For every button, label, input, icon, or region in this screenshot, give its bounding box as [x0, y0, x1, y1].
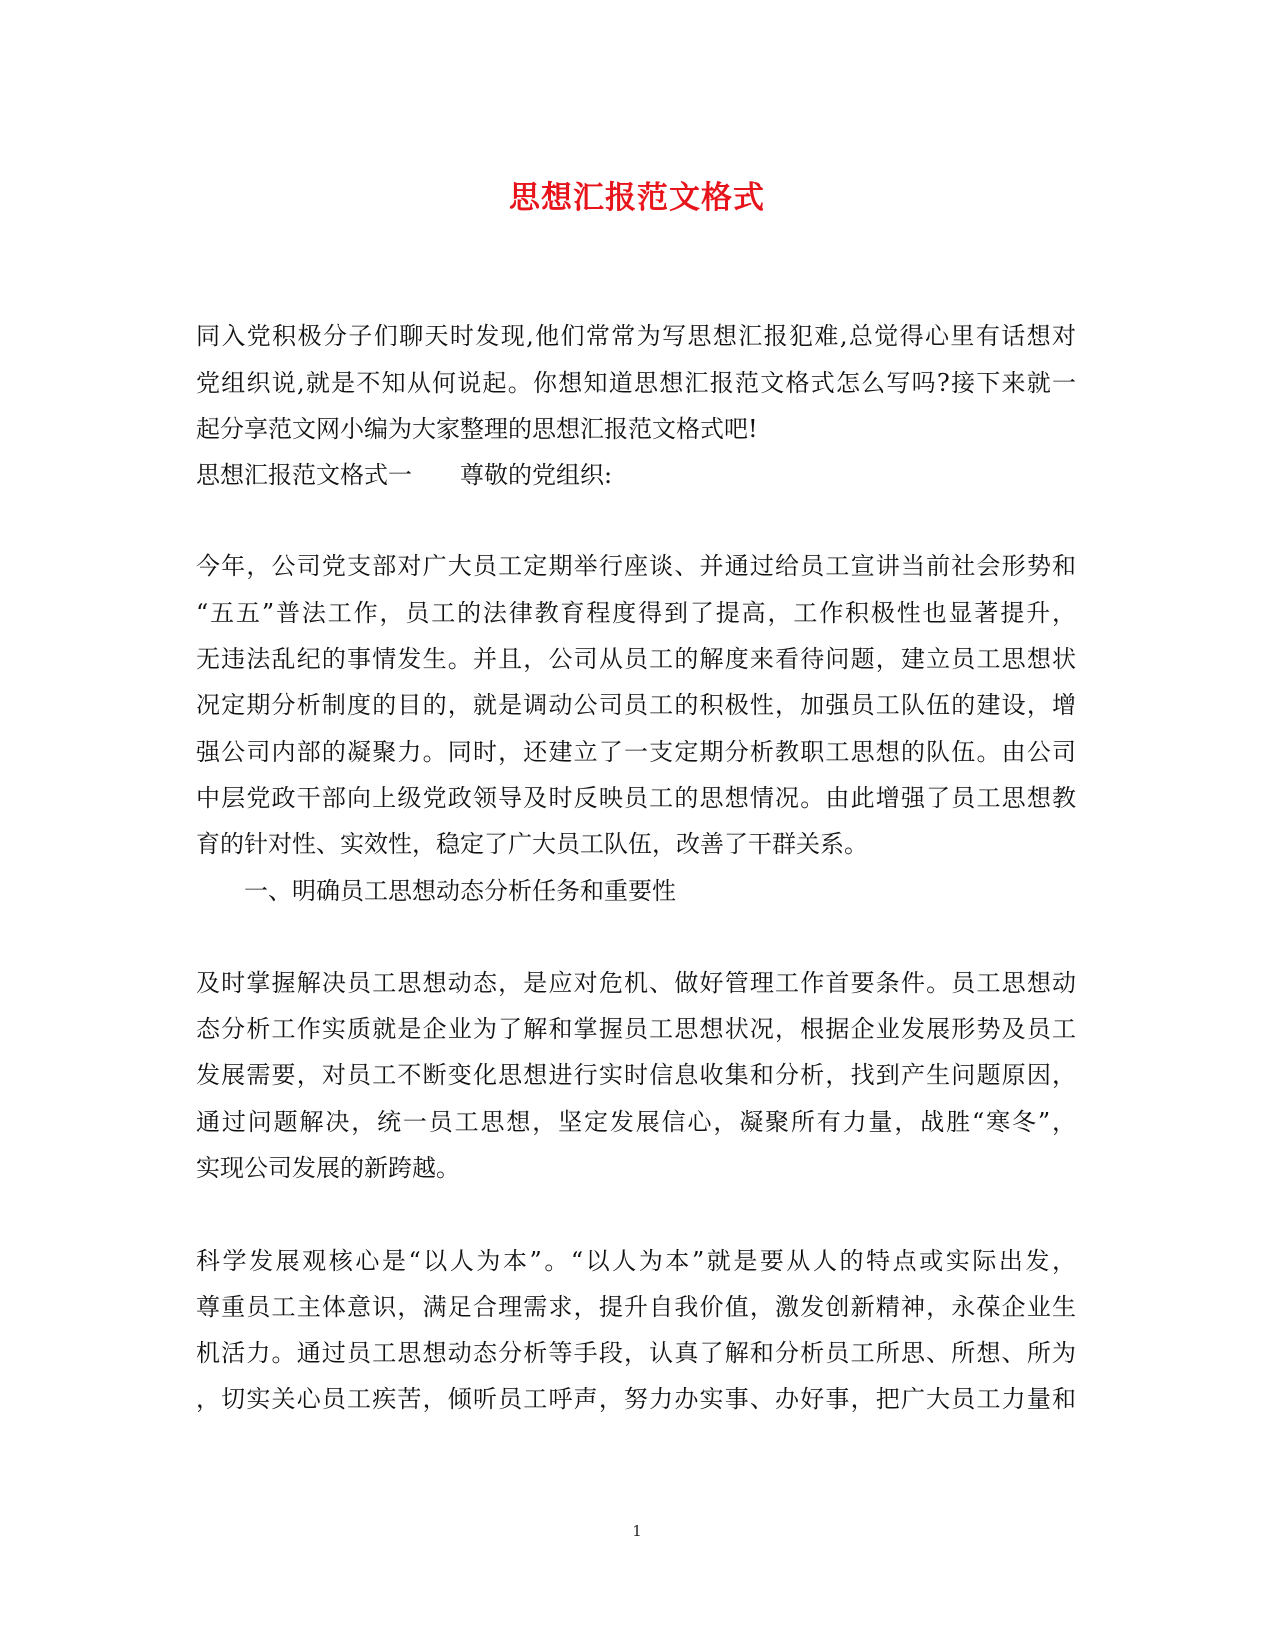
- section-heading: 思想汇报范文格式一 尊敬的党组织:: [196, 461, 613, 489]
- paragraph-line: 尊重员工主体意识，满足合理需求，提升自我价值，激发创新精神，永葆企业生: [196, 1293, 1076, 1321]
- paragraph-line: 同入党积极分子们聊天时发现,他们常常为写思想汇报犯难,总觉得心里有话想对: [196, 322, 1076, 350]
- paragraph-line: 党组织说,就是不知从何说起。你想知道思想汇报范文格式怎么写吗?接下来就一: [196, 369, 1076, 397]
- paragraph-line: 育的针对性、实效性，稳定了广大员工队伍，改善了干群关系。: [196, 830, 868, 858]
- paragraph-line: 强公司内部的凝聚力。同时，还建立了一支定期分析教职工思想的队伍。由公司: [196, 738, 1076, 766]
- paragraph-line: 及时掌握解决员工思想动态，是应对危机、做好管理工作首要条件。员工思想动: [196, 969, 1076, 997]
- document-title: 思想汇报范文格式: [509, 180, 765, 216]
- paragraph-line: 机活力。通过员工思想动态分析等手段，认真了解和分析员工所思、所想、所为: [196, 1339, 1076, 1367]
- paragraph-line: 起分享范文网小编为大家整理的思想汇报范文格式吧!: [196, 415, 758, 443]
- section-heading: 一、明确员工思想动态分析任务和重要性: [196, 877, 676, 905]
- paragraph-line: 无违法乱纪的事情发生。并且，公司从员工的解度来看待问题，建立员工思想状: [196, 645, 1076, 673]
- paragraph-line: 实现公司发展的新跨越。: [196, 1154, 460, 1182]
- paragraph-line: 态分析工作实质就是企业为了解和掌握员工思想状况，根据企业发展形势及员工: [196, 1015, 1076, 1043]
- paragraph-line: ，切实关心员工疾苦，倾听员工呼声，努力办实事、办好事，把广大员工力量和: [196, 1385, 1076, 1413]
- paragraph-line: 今年，公司党支部对广大员工定期举行座谈、并通过给员工宣讲当前社会形势和: [196, 552, 1076, 580]
- paragraph-line: 中层党政干部向上级党政领导及时反映员工的思想情况。由此增强了员工思想教: [196, 784, 1076, 812]
- paragraph-line: 况定期分析制度的目的，就是调动公司员工的积极性，加强员工队伍的建设，增: [196, 691, 1076, 719]
- paragraph-line: “五五”普法工作，员工的法律教育程度得到了提高，工作积极性也显著提升，: [196, 599, 1076, 627]
- page-number: 1: [632, 1522, 642, 1540]
- paragraph-line: 通过问题解决，统一员工思想，坚定发展信心，凝聚所有力量，战胜“寒冬”，: [196, 1108, 1076, 1136]
- paragraph-line: 科学发展观核心是“以人为本”。“以人为本”就是要从人的特点或实际出发，: [196, 1247, 1076, 1275]
- paragraph-line: 发展需要，对员工不断变化思想进行实时信息收集和分析，找到产生问题原因，: [196, 1061, 1076, 1089]
